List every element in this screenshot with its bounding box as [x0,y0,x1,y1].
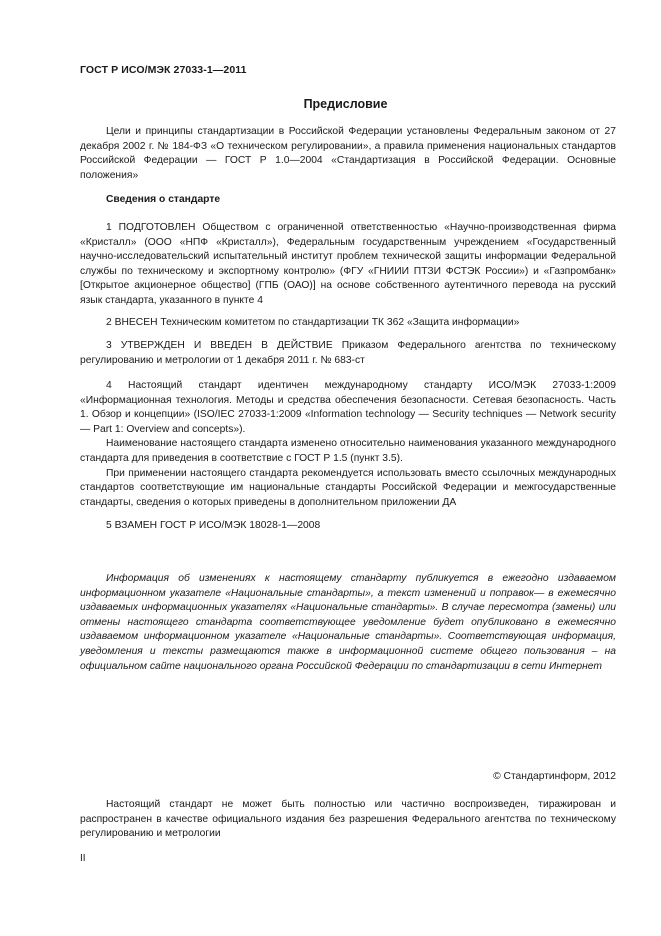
reproduction-paragraph: Настоящий стандарт не может быть полностью или частично воспроизведен, тиражирован и распространен в качестве официального издания без разрешения Федерального агентства по техническому регулированию и метрологии [80,799,616,840]
info-notice-paragraph: Информация об изменениях к настоящему стандарту публикуется в ежегодно издаваемом информационном указателе «Национальные стандарты», а текст изменений и поправок— в ежемесячно издаваемых информационных указателях «Национальные стандарты». В случае пересмотра (замены) или отмены настоящего стандарта соответствующее уведомление будет опубликовано в ежемесячно издаваемом информационном указателе «Национальные стандарты». Соответствующая информация, уведомления и тексты размещаются также в информационной системе общего пользования – на официальном сайте национального органа Российской Федерации по стандартизации в сети Интернет [80,573,616,672]
item-5-section [80,519,616,534]
page-title: Предисловие [303,97,388,111]
info-notice-section [80,572,616,674]
item-2-section [80,316,616,331]
document-header: ГОСТ Р ИСО/МЭК 27033-1—2011 [80,64,247,76]
item-1-section [80,221,616,309]
item-4-section [80,379,616,510]
item-5-paragraph: 5 ВЗАМЕН ГОСТ Р ИСО/МЭК 18028-1—2008 [106,520,321,531]
item-3-paragraph: 3 УТВЕРЖДЕН И ВВЕДЕН В ДЕЙСТВИЕ Приказом Федерального агентства по техническому регулированию и метрологии от 1 декабря 2011 г. № 683-ст [80,340,616,366]
section-subheading: Сведения о стандарте [106,194,221,205]
item-3-section [80,339,616,368]
item-4-refs-paragraph: При применении настоящего стандарта рекомендуется использовать вместо ссылочных международных стандартов соответствующие им национальные стандарты Российской Федерации и межгосударственные стандарты, сведения о которых приведены в дополнительном приложении ДА [80,467,616,508]
copyright-line: © Стандартинформ, 2012 [493,771,616,782]
item-2-paragraph: 2 ВНЕСЕН Техническим комитетом по стандартизации ТК 362 «Защита информации» [106,317,520,328]
reproduction-section [80,798,616,842]
intro-paragraph: Цели и принципы стандартизации в Российской Федерации установлены Федеральным законом от 27 декабря 2002 г. № 184-ФЗ «О техническом регулировании», а правила применения национальных стандартов Российской Федерации — ГОСТ Р 1.0—2004 «Стандартизация в Российской Федерации. Основные положения» [80,126,616,181]
page-number: II [80,853,86,864]
item-1-paragraph: 1 ПОДГОТОВЛЕН Обществом с ограниченной ответственностью «Научно-производственная фирма «Кристалл» (ООО «НПФ «Кристалл»), Федеральным государственным учреждением «Государственный научно-исследовательский испытательный институт проблем технической защиты информации Федеральной службы по техническому и экспортному контролю» (ФГУ «ГНИИИ ПТЗИ ФСТЭК России») и «Газпромбанк» [Открытое акционерное общество] (ГПБ (ОАО)] на основе собственного аутентичного перевода на русский язык стандарта, указанного в пункте 4 [80,222,616,306]
item-4-paragraph: 4 Настоящий стандарт идентичен международному стандарту ИСО/МЭК 27033-1:2009 «Информационная технология. Методы и средства обеспечения безопасности. Сетевая безопасность. Часть 1. Обзор и концепции» (ISO/IEC 27033-1:2009 «Information technology — Security techniques — Network security — Part 1: Overview and concepts»). [80,380,616,435]
intro-section [80,125,616,183]
item-4-name-paragraph: Наименование настоящего стандарта изменено относительно наименования указанного международного стандарта для приведения в соответствие с ГОСТ Р 1.5 (пункт 3.5). [80,438,616,464]
